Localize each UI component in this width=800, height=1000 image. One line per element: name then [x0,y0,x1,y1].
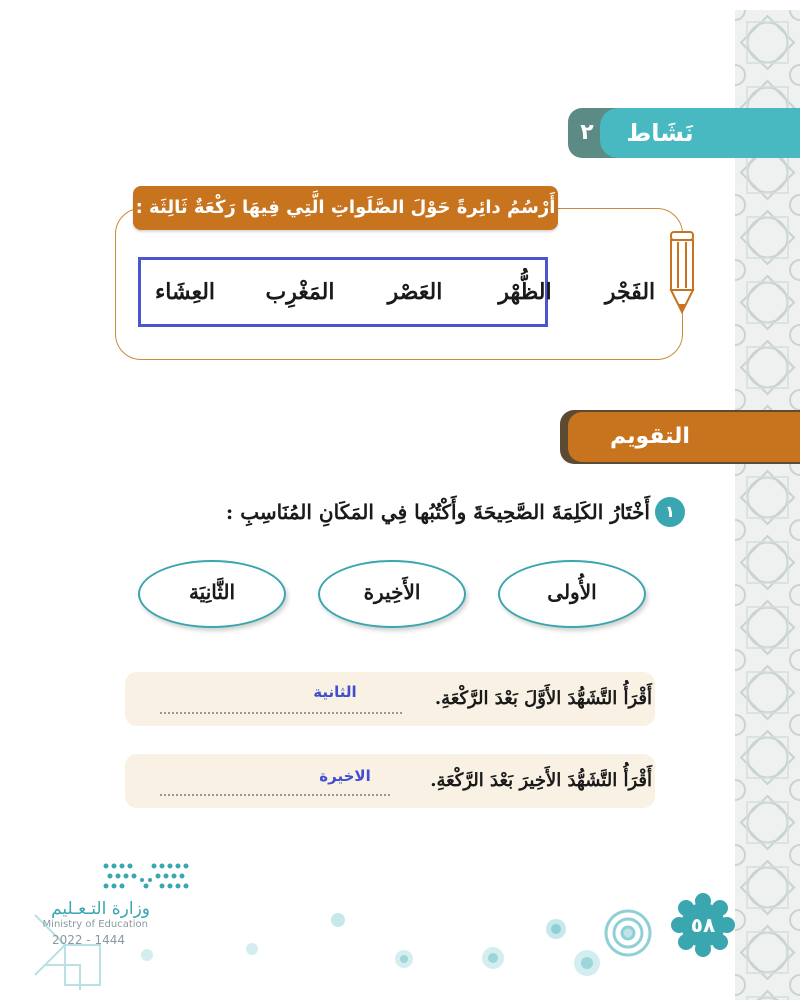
rosette-ornament [393,948,415,970]
rosette-ornament [245,942,259,956]
ministry-year: 2022 - 1444 [51,933,125,947]
rosette-ornament [330,912,346,928]
rosette-ornament [544,917,568,941]
option-label-first: الأُولى [547,580,597,604]
rosette-ornament [600,905,656,961]
sentence-text: أَقْرَأُ التَّشَهُّدَ الأَوَّلَ بَعْدَ الرَّكْعَةِ. [434,688,652,709]
activity-title: نَشَاط [626,119,694,147]
handwritten-answer: الثانية [313,683,357,701]
page-number: ٥٨ [690,913,716,937]
prayer-word-asr[interactable]: العَصْر [387,279,443,305]
rosette-ornament [572,948,602,978]
ministry-logo-icon [100,858,192,894]
activity-number: ٢ [580,120,594,145]
evaluation-title: التقويم [610,424,690,449]
rosette-ornament [480,945,506,971]
ministry-name-arabic: وزارة التـعـليم [51,899,150,919]
ministry-name-english: Ministry of Education [42,919,148,930]
question-instruction: أَخْتَارُ الكَلِمَةَ الصَّحِيحَةَ وأَكْتُبُها فِي المَكَانِ المُنَاسِبِ : [225,500,650,524]
question-number-badge: ١ [655,497,685,527]
pencil-icon [668,228,696,314]
handwritten-answer: الاخيرة [319,767,371,785]
option-label-last: الأَخِيرة [363,580,421,604]
sentence-text: أَقْرَأُ التَّشَهُّدَ الأَخِيرَ بَعْدَ الرَّكْعَةِ. [430,770,652,791]
option-label-second: الثَّانِيَة [188,580,236,604]
prayer-word-fajr[interactable]: الفَجْر [604,279,656,305]
prayer-word-dhuhr[interactable]: الظُّهْر [498,279,552,305]
question-prompt: أَرْسُمُ دائِرةً حَوْلَ الصَّلَواتِ الَّتِي فِيهَا رَكْعَةٌ ثَالِثَة : [135,197,556,218]
prayer-word-isha[interactable]: العِشَاء [154,279,216,305]
decorative-side-pattern [735,10,800,1000]
rosette-ornament [140,948,154,962]
prayer-word-maghrib[interactable]: المَغْرِب [265,279,335,305]
